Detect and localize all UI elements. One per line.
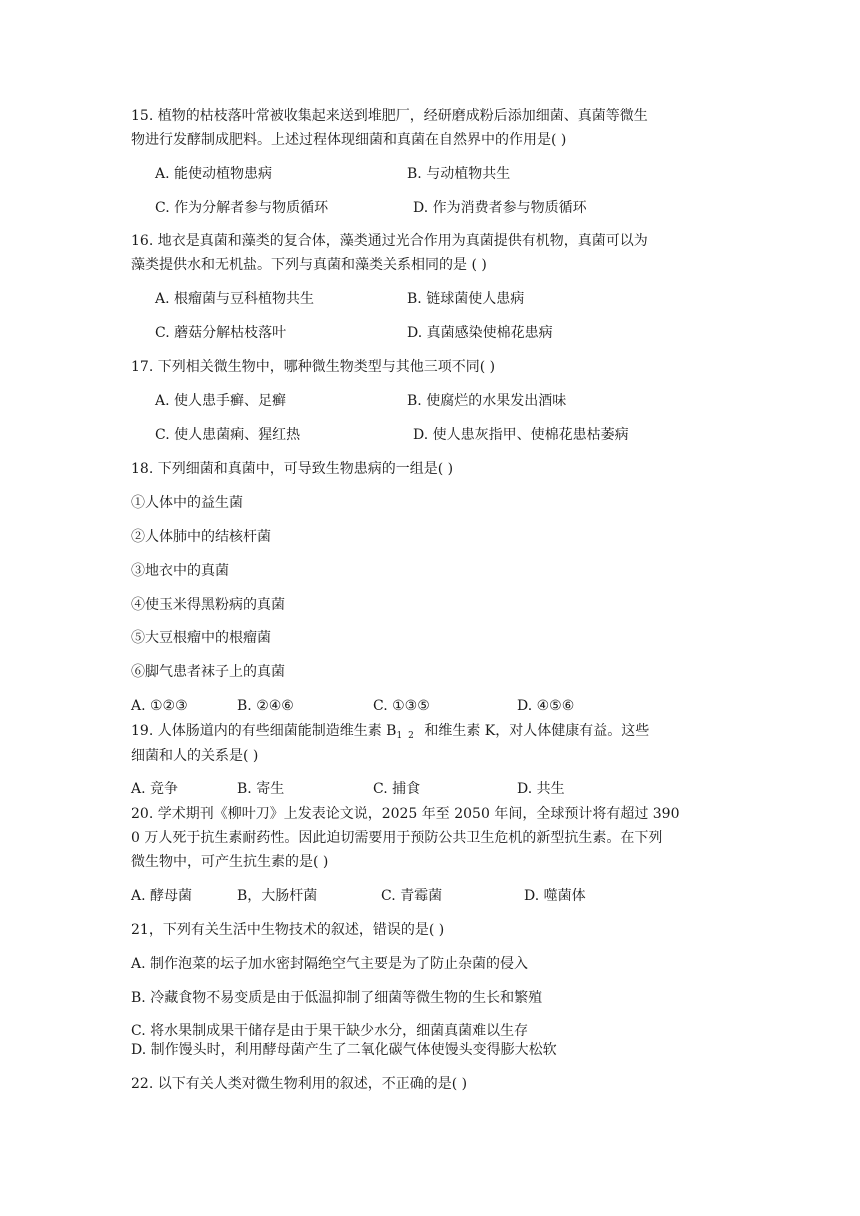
q15-stem-line1: 15. 植物的枯枝落叶常被收集起来送到堆肥厂，经研磨成粉后添加细菌、真菌等微生 <box>131 108 648 124</box>
q21-option-a: A. 制作泡菜的坛子加水密封隔绝空气主要是为了防止杂菌的侵入 <box>131 956 529 972</box>
q20-option-c: C. 青霉菌 <box>381 888 443 904</box>
q16-option-d: D. 真菌感染使棉花患病 <box>407 325 553 341</box>
q17-stem-line1: 17. 下列相关微生物中，哪种微生物类型与其他三项不同( ) <box>131 359 496 375</box>
q21-option-c: C. 将水果制成果干储存是由于果干缺少水分，细菌真菌难以生存 <box>131 1023 529 1039</box>
q18-option-d: D. ④⑤⑥ <box>517 698 575 714</box>
q17-option-b: B. 使腐烂的水果发出酒味 <box>407 393 567 409</box>
q19-option-b: B. 寄生 <box>237 781 285 797</box>
q16-stem-line1: 16. 地衣是真菌和藻类的复合体，藻类通过光合作用为真菌提供有机物，真菌可以为 <box>131 233 648 249</box>
q16-stem-line2: 藻类提供水和无机盐。下列与真菌和藻类关系相同的是 ( ) <box>131 257 487 273</box>
q19-stem-line1 <box>131 722 649 745</box>
q17-option-d: D. 使人患灰指甲、使棉花患枯萎病 <box>413 427 629 443</box>
q19-option-c: C. 捕食 <box>373 781 421 797</box>
q21-option-d: D. 制作馒头时，利用酵母菌产生了二氧化碳气体使馒头变得膨大松软 <box>131 1042 557 1058</box>
q18-option-a: A. ①②③ <box>131 698 188 714</box>
q15-option-c: C. 作为分解者参与物质循环 <box>155 200 329 216</box>
q17-option-c: C. 使人患菌痢、猩红热 <box>155 427 301 443</box>
q18-stem-line1: 18. 下列细菌和真菌中，可导致生物患病的一组是( ) <box>131 461 454 477</box>
q20-option-d: D. 噬菌体 <box>524 888 586 904</box>
q18-option-c: C. ①③⑤ <box>373 698 430 714</box>
q19-stem-text-after: 和维生素 K，对人体健康有益。这些 <box>419 723 650 739</box>
q18-item-3: ③地衣中的真菌 <box>131 563 229 579</box>
q19-vitamin-subscript: 12 <box>396 731 420 741</box>
q16-option-a: A. 根瘤菌与豆科植物共生 <box>155 291 315 307</box>
q16-option-c: C. 蘑菇分解枯枝落叶 <box>155 325 287 341</box>
q22-stem-line1: 22. 以下有关人类对微生物利用的叙述，不正确的是( ) <box>131 1076 468 1092</box>
q21-option-b: B. 冷藏食物不易变质是由于低温抑制了细菌等微生物的生长和繁殖 <box>131 990 543 1006</box>
q18-item-1: ①人体中的益生菌 <box>131 495 243 511</box>
q18-item-6: ⑥脚气患者袜子上的真菌 <box>131 664 285 680</box>
q18-option-b: B. ②④⑥ <box>237 698 294 714</box>
q17-option-a: A. 使人患手癣、足癣 <box>155 393 287 409</box>
q19-stem-line2: 细菌和人的关系是( ) <box>131 748 259 764</box>
q18-item-4: ④使玉米得黑粉病的真菌 <box>131 597 285 613</box>
q20-stem-line2: 0 万人死于抗生素耐药性。因此迫切需要用于预防公共卫生危机的新型抗生素。在下列 <box>131 830 663 846</box>
q20-option-a: A. 酵母菌 <box>131 888 193 904</box>
q15-option-b: B. 与动植物共生 <box>407 166 511 182</box>
q19-stem-text-before: 19. 人体肠道内的有些细菌能制造维生素 B <box>131 723 397 739</box>
q20-stem-line1: 20. 学术期刊《柳叶刀》上发表论文说，2025 年至 2050 年间，全球预计将有超过 390 <box>131 806 680 822</box>
q20-stem-line3: 微生物中，可产生抗生素的是( ) <box>131 854 329 870</box>
q20-option-b: B，大肠杆菌 <box>237 888 318 904</box>
q18-item-5: ⑤大豆根瘤中的根瘤菌 <box>131 630 271 646</box>
q19-option-d: D. 共生 <box>517 781 565 797</box>
q15-option-d: D. 作为消费者参与物质循环 <box>413 200 587 216</box>
q21-stem-line1: 21，下列有关生活中生物技术的叙述，错误的是( ) <box>131 922 445 938</box>
q15-option-a: A. 能使动植物患病 <box>155 166 273 182</box>
q18-item-2: ②人体肺中的结核杆菌 <box>131 529 271 545</box>
q15-stem-line2: 物进行发酵制成肥料。上述过程体现细菌和真菌在自然界中的作用是( ) <box>131 132 567 148</box>
q19-option-a: A. 竞争 <box>131 781 179 797</box>
q16-option-b: B. 链球菌使人患病 <box>407 291 525 307</box>
